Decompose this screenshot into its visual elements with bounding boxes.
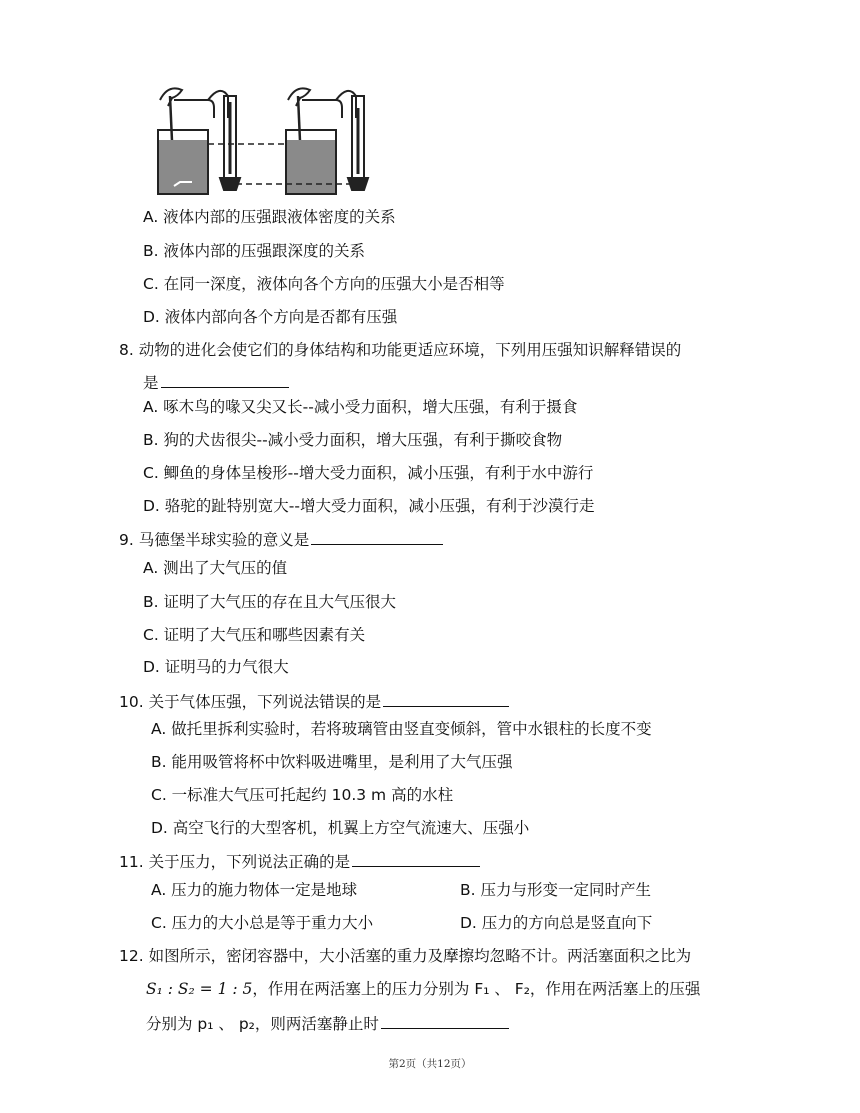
q12-line2 [146, 979, 700, 999]
q7-option-a: A. 液体内部的压强跟液体密度的关系 [143, 208, 396, 226]
q8-option-b: B. 狗的犬齿很尖--减小受力面积，增大压强，有利于撕咬食物 [143, 431, 563, 449]
q12-line2-text: ，作用在两活塞上的压力分别为 F₁ 、 F₂，作用在两活塞上的压强 [252, 980, 701, 998]
q9-stem: 9. 马德堡半球实验的意义是 [119, 531, 310, 549]
q7-option-b: B. 液体内部的压强跟深度的关系 [143, 242, 365, 260]
answer-blank [383, 690, 509, 707]
q8-option-d: D. 骆驼的趾特别宽大--增大受力面积，减小压强，有利于沙漠行走 [143, 497, 595, 515]
pressure-experiment-figure [138, 78, 388, 198]
page-footer: 第2页（共12页） [388, 1058, 472, 1070]
answer-blank [311, 528, 443, 545]
q12-stem: 12. 如图所示，密闭容器中，大小活塞的重力及摩擦均忽略不计。两活塞面积之比为 [119, 947, 692, 965]
answer-blank [381, 1012, 509, 1029]
q7-option-c: C. 在同一深度，液体向各个方向的压强大小是否相等 [143, 275, 505, 293]
q11-stem: 11. 关于压力，下列说法正确的是 [119, 853, 351, 871]
q10-option-b: B. 能用吸管将杯中饮料吸进嘴里，是利用了大气压强 [151, 753, 513, 771]
q11-option-c: C. 压力的大小总是等于重力大小 [151, 914, 374, 932]
q11-stem-line [119, 850, 480, 872]
q8-option-a: A. 啄木鸟的喙又尖又长--减小受力面积，增大压强，有利于摄食 [143, 398, 578, 416]
q9-option-c: C. 证明了大气压和哪些因素有关 [143, 626, 366, 644]
q9-stem-line [119, 528, 443, 550]
q10-option-d: D. 高空飞行的大型客机，机翼上方空气流速大、压强小 [151, 819, 530, 837]
q8-stem-tail: 是 [143, 374, 159, 392]
q8-stem: 8. 动物的进化会使它们的身体结构和功能更适应环境，下列用压强知识解释错误的 [119, 341, 682, 359]
answer-blank [352, 850, 480, 867]
q11-option-a: A. 压力的施力物体一定是地球 [151, 881, 358, 899]
q12-line3-text: 分别为 p₁ 、 p₂，则两活塞静止时 [146, 1015, 379, 1033]
q9-option-a: A. 测出了大气压的值 [143, 559, 288, 577]
q11-option-b: B. 压力与形变一定同时产生 [460, 881, 651, 899]
q8-stem-line2 [143, 371, 289, 393]
q12-line3 [146, 1012, 509, 1034]
q9-option-d: D. 证明马的力气很大 [143, 658, 289, 676]
answer-blank [161, 371, 289, 388]
q7-option-d: D. 液体内部向各个方向是否都有压强 [143, 308, 398, 326]
q10-option-c: C. 一标准大气压可托起约 10.3 m 高的水柱 [151, 786, 454, 804]
q10-option-a: A. 做托里拆利实验时，若将玻璃管由竖直变倾斜，管中水银柱的长度不变 [151, 720, 652, 738]
q9-option-b: B. 证明了大气压的存在且大气压很大 [143, 593, 396, 611]
q8-option-c: C. 鲫鱼的身体呈梭形--增大受力面积，减小压强，有利于水中游行 [143, 464, 594, 482]
q10-stem-line [119, 690, 509, 712]
area-ratio: S₁ : S₂ = 1 : 5 [146, 980, 253, 998]
q10-stem: 10. 关于气体压强，下列说法错误的是 [119, 693, 382, 711]
q11-option-d: D. 压力的方向总是竖直向下 [460, 914, 653, 932]
